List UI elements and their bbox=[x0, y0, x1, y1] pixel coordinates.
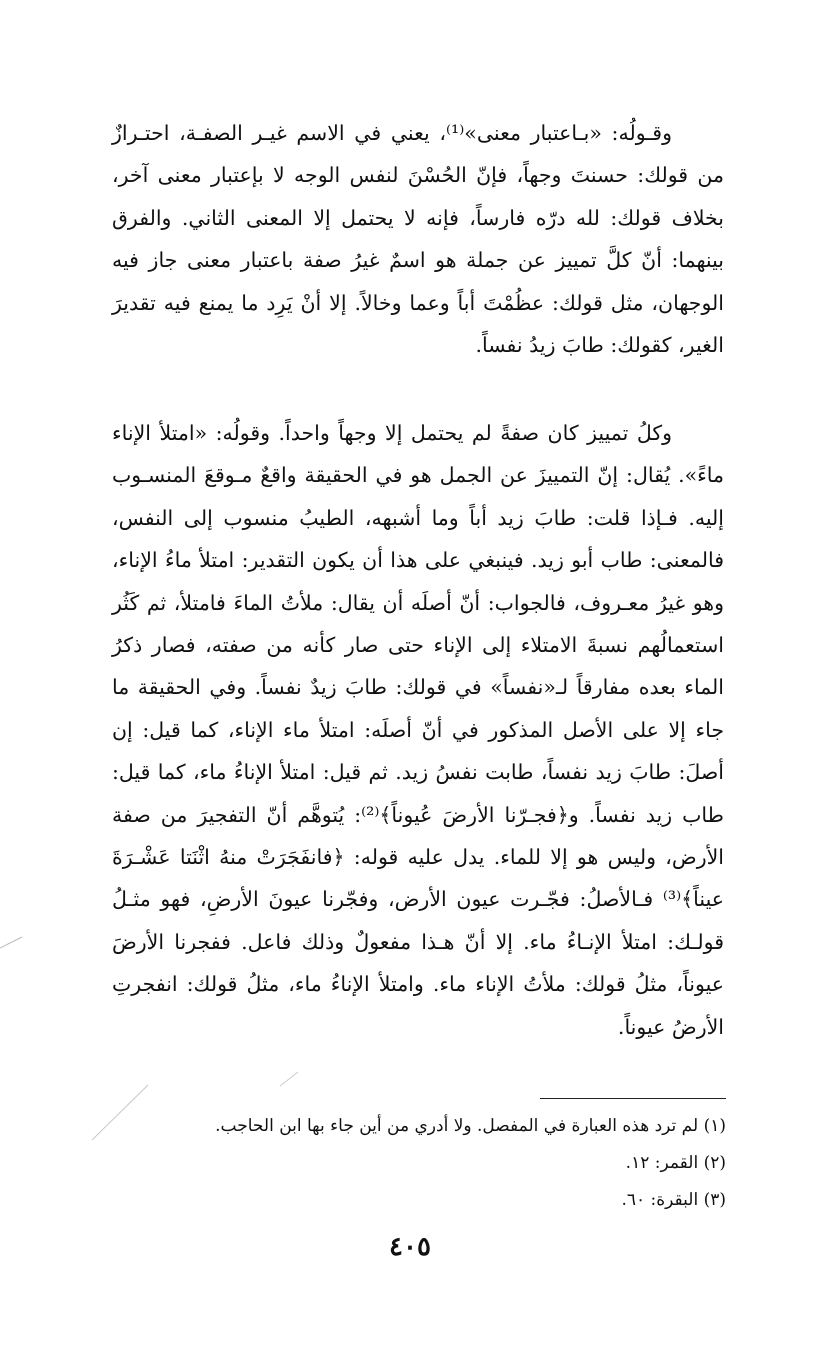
footnotes bbox=[112, 1108, 726, 1219]
footnote-3: (٣) البقرة: ٦٠. bbox=[621, 1190, 726, 1210]
paragraph: وكلُ تمييز كان صفةً لم يحتمل إلا وجهاً واحداً. وقولُه: «امتلأ الإناء ماءً». يُقال: إنّ التمييزَ عن الجمل هو في الحقيقة واقعٌ مـوقعَ المنسـوب إليه. فـإذا قلت: طابَ زيد أباً وما أشبهه، الطيبُ منسوب إلى النفس، فالمعنى: طاب أبو زيد. فينبغي على هذا أن يكون التقدير: امتلأ ماءُ الإناء، وهو غيرُ معـروف، فالجواب: أنّ أصلَه أن يقال: ملأتُ الماءَ فامتلأ، ثم كَثُر استعمالُهم نسبةَ الامتلاء إلى الإناء حتى صار كأنه من صفته، فصار ذكرُ الماء بعده مفارقاً لـ«نفساً» في قولك: طابَ زيدٌ نفساً. وفي الحقيقة ما جاء إلا على الأصل المذكور في أنّ أصلَه: امتلأ ماء الإناء، كما قيل: إن أصلَ: طابَ زيد نفساً، طابت نفسُ زيد. ثم قيل: امتلأ الإناءُ ماء، كما قيل: طاب زيد نفساً. و﴿فجـرّنا الأرضَ عُيوناً﴾⁽²⁾: يُتوهَّم أنّ التفجيرَ من صفة الأرض، وليس هو إلا للماء. يدل عليه قوله: ﴿فانفَجَرَتْ منهُ اثْنَتا عَشْـرَةَ عيناً﴾⁽³⁾ فـالأصلُ: فجّـرت عيون الأرض، وفجّرنا عيونَ الأرضِ، فهو مثـلُ قولـك: امتلأ الإنـاءُ ماء. إلا أنّ هـذا مفعولٌ وذلك فاعل. ففجرنا الأرضَ عيوناً، مثلُ قولك: ملأتُ الإناء ماء. وامتلأ الإناءُ ماء، مثلُ قولك: انفجرتِ الأرضُ عيوناً. bbox=[112, 421, 724, 1039]
footnote-2: (٢) القمر: ١٢. bbox=[625, 1153, 726, 1173]
paragraph: وقـولُه: «بـاعتبار معنى»⁽¹⁾، يعني في الاسم غيـر الصفـة، احتـرازٌ من قولك: حسنتَ وجهاً، فإنّ الحُسْنَ لنفس الوجه لا بإعتبار معنى آخر، بخلاف قولك: لله درّه فارساً، فإنه لا يحتمل إلا المعنى الثاني. والفرق بينهما: أنّ كلَّ تمييز عن جملة هو اسمٌ غيرُ صفة باعتبار معنى جاز فيه الوجهان، مثل قولك: عظُمْتَ أباً وعما وخالاً. إلا أنْ يَرِد ما يمنع فيه تقديرَ الغير، كقولك: طابَ زيدُ نفساً. bbox=[112, 121, 724, 358]
footnote-1: (١) لم ترد هذه العبارة في المفصل. ولا أدري من أين جاء بها ابن الحاجب. bbox=[215, 1116, 726, 1136]
footnote-separator bbox=[540, 1098, 726, 1099]
main-text-block-2 bbox=[112, 412, 724, 1048]
main-text-block-1 bbox=[112, 112, 724, 366]
page-number: ٤٠٥ bbox=[389, 1232, 431, 1262]
